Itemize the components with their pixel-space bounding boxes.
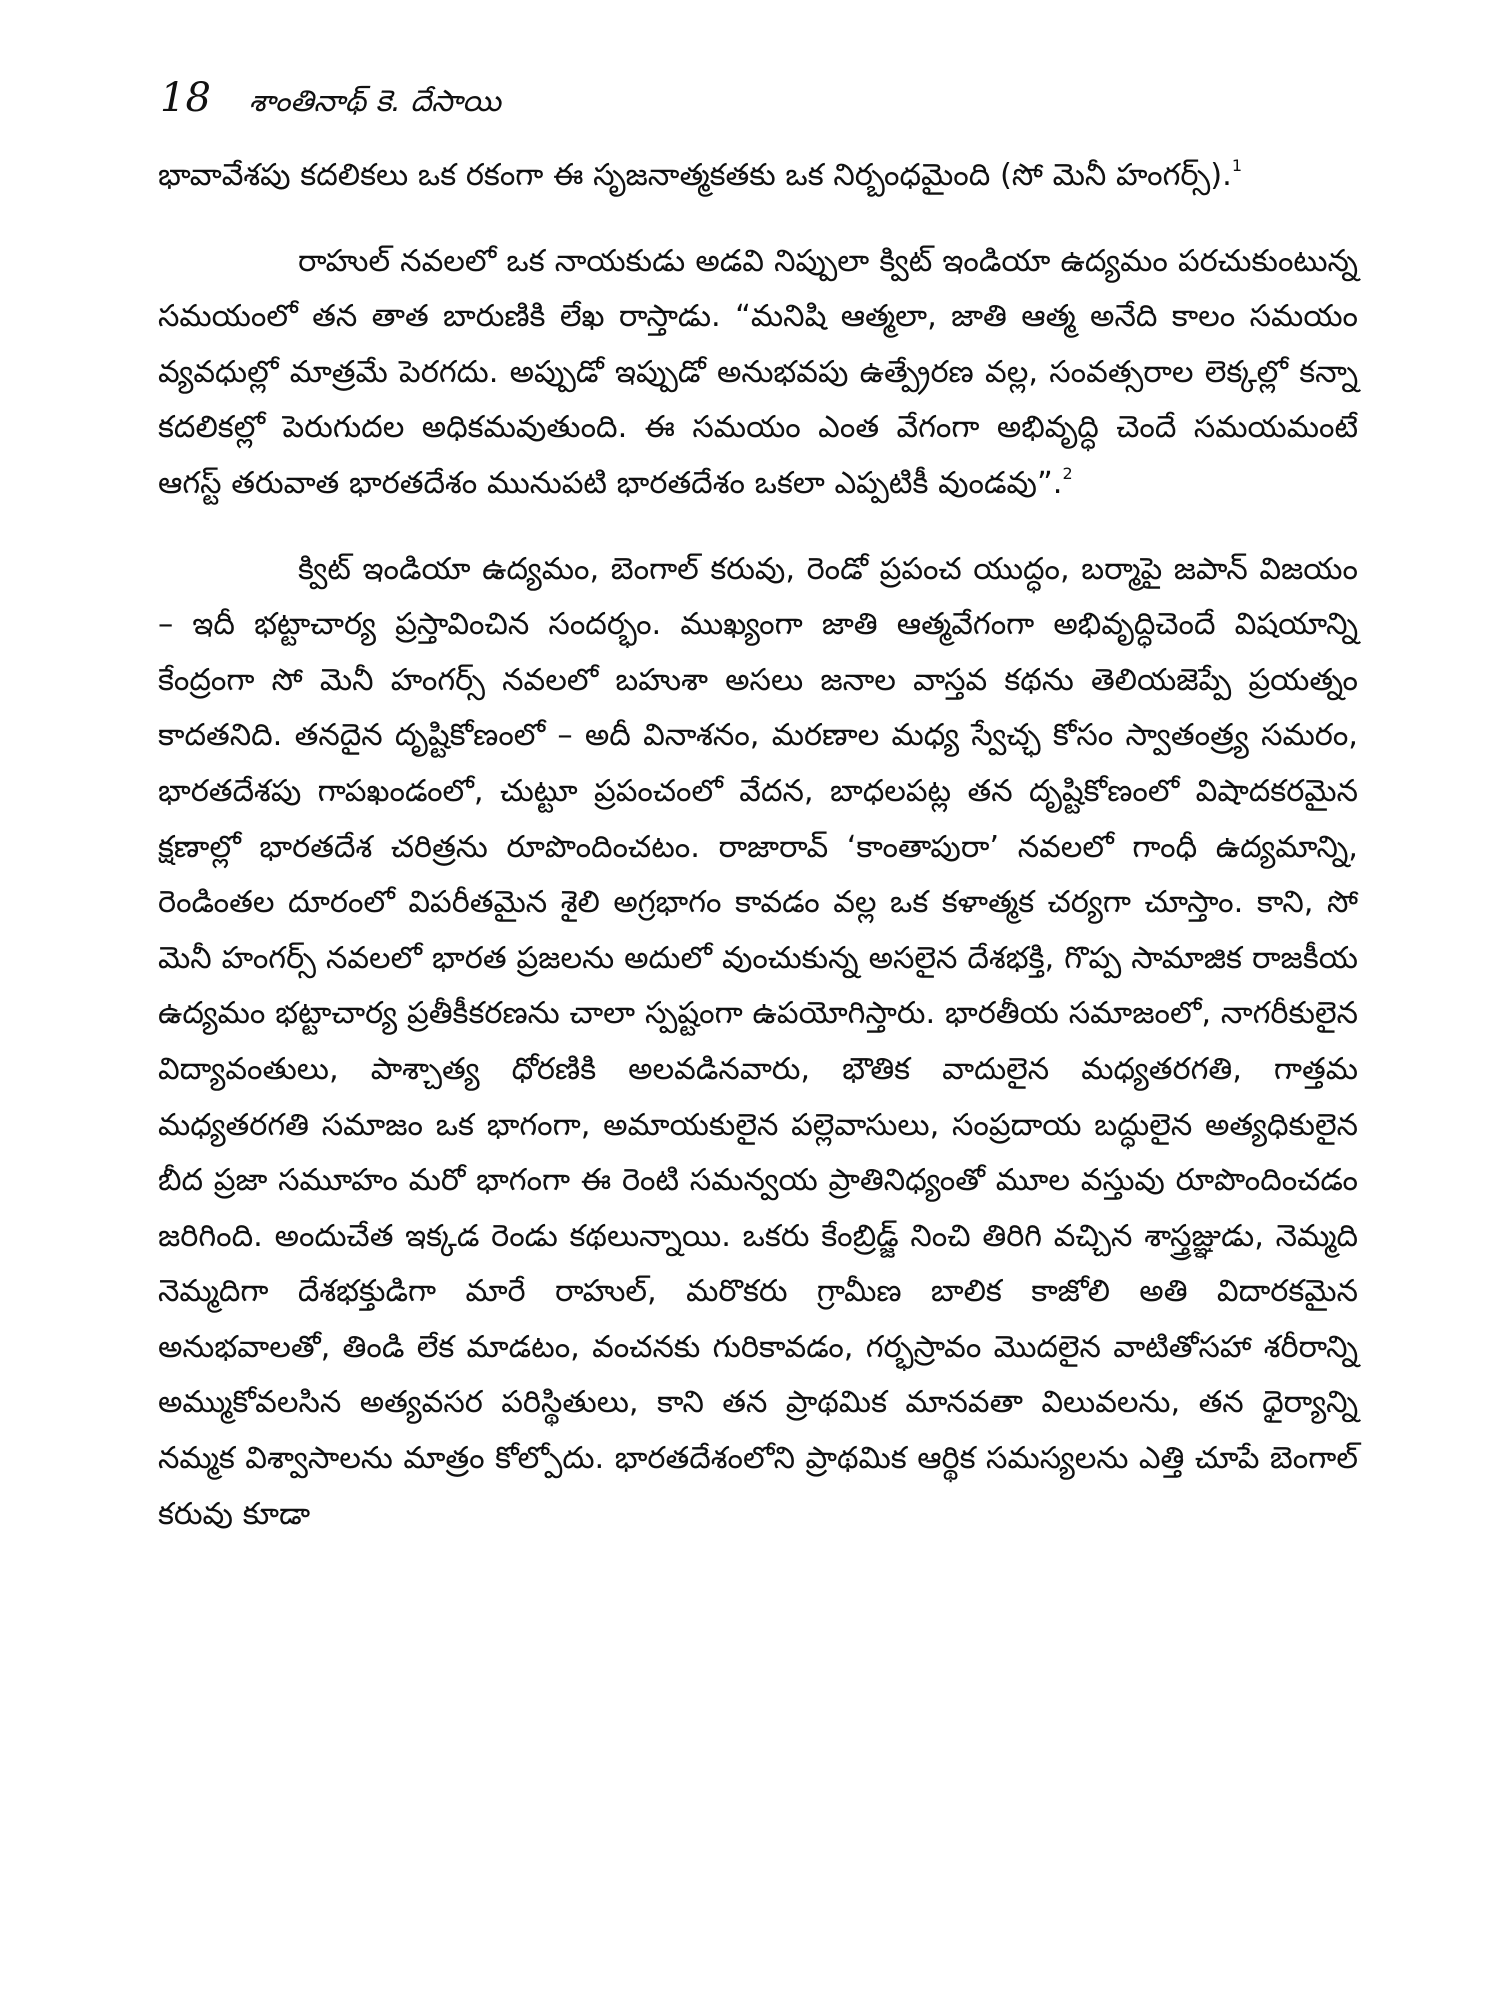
footnote-marker: 2 — [1062, 463, 1073, 483]
footnote-marker: 1 — [1231, 156, 1243, 175]
paragraph-2 — [158, 234, 1358, 512]
paragraph-1 — [158, 148, 1358, 204]
page-header — [160, 75, 502, 138]
paragraph-text: రాహుల్ నవలలో ఒక నాయకుడు అడవి నిప్పులా క్విట్ ఇండియా ఉద్యమం పరచుకుంటున్న సమయంలో తన తాత బారుణికి లేఖ రాస్తాడు. “మనిషి ఆత్మలా, జాతి ఆత్మ అనేది కాలం సమయం వ్యవధుల్లో మాత్రమే పెరగదు. అప్పుడో ఇప్పుడో అనుభవపు ఉత్ప్రేరణ వల్ల, సంవత్సరాల లెక్కల్లో కన్నా కదలికల్లో పెరుగుదల అధికమవుతుంది. ఈ సమయం ఎంత వేగంగా అభివృద్ధి చెందే సమయమంటే ఆగస్ట్ తరువాత భారతదేశం మునుపటి భారతదేశం ఒకలా ఎప్పటికీ వుండవు”. — [158, 243, 1358, 501]
running-head-author: శాంతినాథ్ కె. దేసాయి — [248, 84, 502, 119]
paragraph-text: భావావేశపు కదలికలు ఒక రకంగా ఈ సృజనాత్మకతకు ఒక నిర్బంధమైంది (సో మెనీ హంగర్స్). — [158, 158, 1232, 193]
body-text — [158, 148, 1358, 1542]
page-number: 18 — [160, 75, 211, 121]
paragraph-3 — [158, 542, 1358, 1543]
paragraph-text: క్విట్ ఇండియా ఉద్యమం, బెంగాల్ కరువు, రెండో ప్రపంచ యుద్ధం, బర్మాపై జపాన్ విజయం – ఇదీ భట్టాచార్య ప్రస్తావించిన సందర్భం. ముఖ్యంగా జాతి ఆత్మవేగంగా అభివృద్ధిచెందే విషయాన్ని కేంద్రంగా సో మెనీ హంగర్స్ నవలలో బహుశా అసలు జనాల వాస్తవ కథను తెలియజెప్పే ప్రయత్నం కాదతనిది. తనదైన దృష్టికోణంలో – అదీ వినాశనం, మరణాల మధ్య స్వేచ్ఛ కోసం స్వాతంత్ర్య సమరం, భారతదేశపు గాపఖండంలో, చుట్టూ ప్రపంచంలో వేదన, బాధలపట్ల తన దృష్టికోణంలో విషాదకరమైన క్షణాల్లో భారతదేశ చరిత్రను రూపొందించటం. రాజారావ్ ‘కాంతాపురా’ నవలలో గాంధీ ఉద్యమాన్ని, రెండింతల దూరంలో విపరీతమైన శైలి అగ్రభాగం కావడం వల్ల ఒక కళాత్మక చర్యగా చూస్తాం. కాని, సో మెనీ హంగర్స్ నవలలో భారత ప్రజలను అదులో వుంచుకున్న అసలైన దేశభక్తి, గొప్ప సామాజిక రాజకీయ ఉద్యమం భట్టాచార్య ప్రతీకీకరణను చాలా స్పష్టంగా ఉపయోగిస్తారు. భారతీయ సమాజంలో, నాగరీకులైన విద్యావంతులు, పాశ్చాత్య ధోరణికి అలవడినవారు, భౌతిక వాదులైన మధ్యతరగతి, గాత్తమ మధ్యతరగతి సమాజం ఒక భాగంగా, అమాయకులైన పల్లెవాసులు, సంప్రదాయ బద్ధులైన అత్యధికులైన బీద ప్రజా సమూహం మరో భాగంగా ఈ రెంటి సమన్వయ ప్రాతినిధ్యంతో మూల వస్తువు రూపొందించడం జరిగింది. అందుచేత ఇక్కడ రెండు కథలున్నాయి. ఒకరు కేంబ్రిడ్జ్ నించి తిరిగి వచ్చిన శాస్త్రజ్ఞుడు, నెమ్మది నెమ్మదిగా దేశభక్తుడిగా మారే రాహుల్, మరొకరు గ్రామీణ బాలిక కాజోలి అతి విదారకమైన అనుభవాలతో, తిండి లేక మాడటం, వంచనకు గురికావడం, గర్భస్రావం మొదలైన వాటితోసహా శరీరాన్ని అమ్ముకోవలసిన అత్యవసర పరిస్థితులు, కాని తన ప్రాథమిక మానవతా విలువలను, తన ధైర్యాన్ని నమ్మక విశ్వాసాలను మాత్రం కోల్పోదు. భారతదేశంలోని ప్రాథమిక ఆర్థిక సమస్యలను ఎత్తి చూపే బెంగాల్ కరువు కూడా — [158, 551, 1358, 1532]
